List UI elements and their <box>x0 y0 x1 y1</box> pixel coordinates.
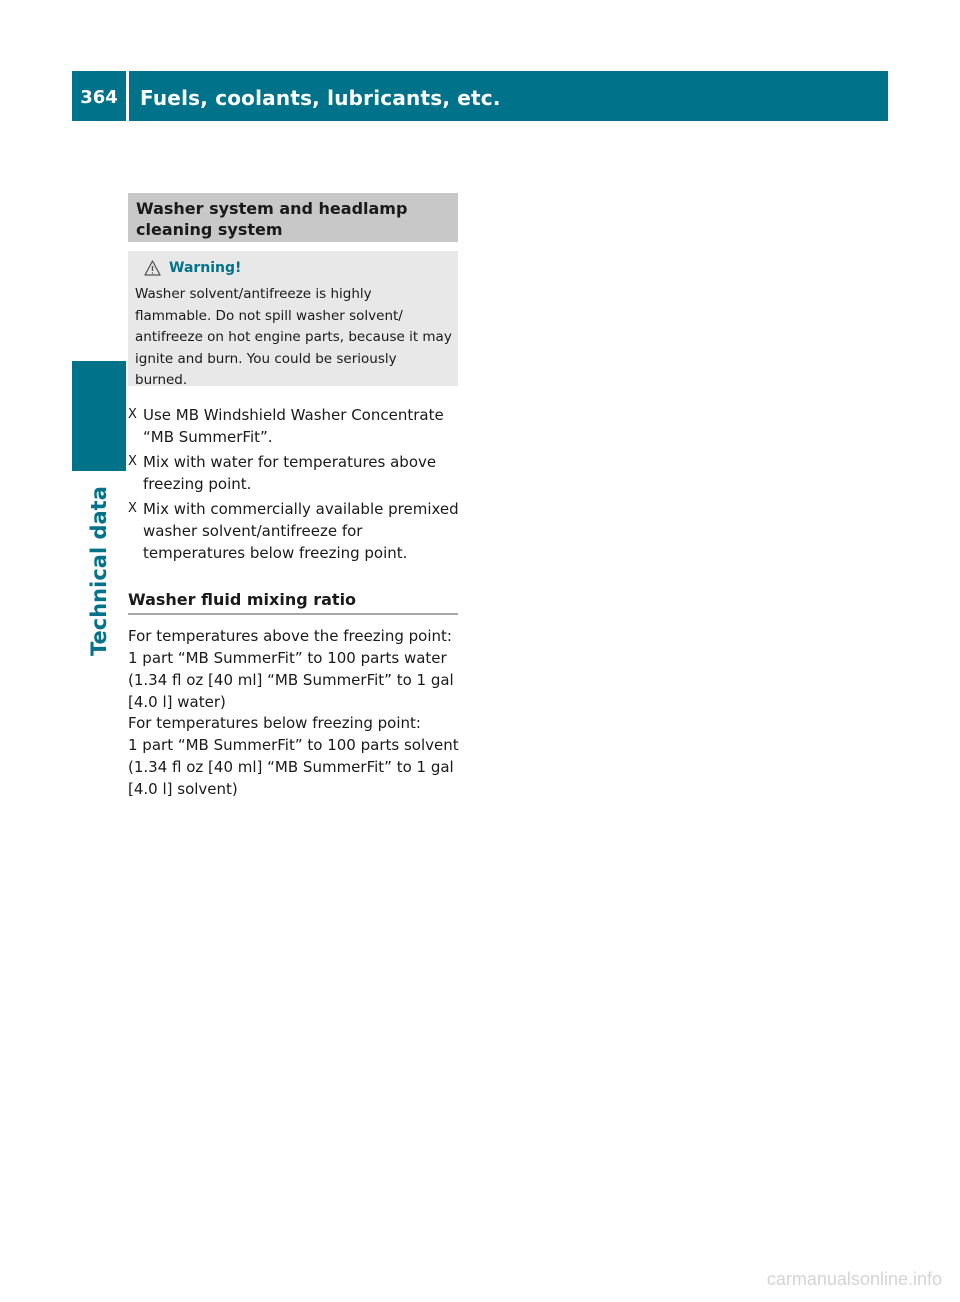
side-tab-label: Technical data <box>87 486 111 656</box>
instruction-step <box>128 451 460 495</box>
below-freezing-ratio: 1 part “MB SummerFit” to 100 parts solvent <box>128 736 459 754</box>
step-text: Use MB Windshield Washer Concentrate “MB SummerFit”. <box>143 406 444 446</box>
below-freezing-example: (1.34 fl oz [40 ml] “MB SummerFit” to 1 gal [4.0 l] solvent) <box>128 758 454 798</box>
warning-box <box>128 251 458 386</box>
section-heading: Washer system and headlamp cleaning system <box>128 193 458 242</box>
side-tab-block <box>72 361 126 471</box>
header-divider <box>126 71 129 121</box>
above-freezing-example: (1.34 fl oz [40 ml] “MB SummerFit” to 1 gal [4.0 l] water) <box>128 671 454 711</box>
mixing-ratio-heading: Washer fluid mixing ratio <box>128 589 458 615</box>
instruction-steps <box>128 404 460 567</box>
warning-title-row <box>135 256 452 280</box>
instruction-step <box>128 404 460 448</box>
above-freezing-ratio: 1 part “MB SummerFit” to 100 parts water <box>128 649 447 667</box>
step-text: Mix with water for temperatures above freezing point. <box>143 453 437 493</box>
step-marker-icon: X <box>128 501 137 516</box>
instruction-step <box>128 498 460 564</box>
warning-triangle-icon <box>144 260 161 276</box>
chapter-title: Fuels, coolants, lubricants, etc. <box>140 86 501 110</box>
step-marker-icon: X <box>128 454 137 469</box>
page-number: 364 <box>80 87 118 108</box>
below-freezing-paragraph <box>128 712 462 800</box>
warning-title: Warning! <box>169 260 242 276</box>
above-freezing-paragraph <box>128 625 462 713</box>
above-freezing-intro: For temperatures above the freezing point: <box>128 627 452 645</box>
below-freezing-intro: For temperatures below freezing point: <box>128 714 421 732</box>
step-marker-icon: X <box>128 407 137 422</box>
step-text: Mix with commercially available premixed washer solvent/antifreeze for temperatures below freezing point. <box>143 500 459 562</box>
page-header <box>72 71 888 121</box>
watermark: carmanualsonline.info <box>766 1269 942 1289</box>
warning-text: Washer solvent/antifreeze is highly flammable. Do not spill washer solvent/ antifreeze on hot engine parts, because it may ignite and burn. You could be seriously burned. <box>135 286 452 388</box>
